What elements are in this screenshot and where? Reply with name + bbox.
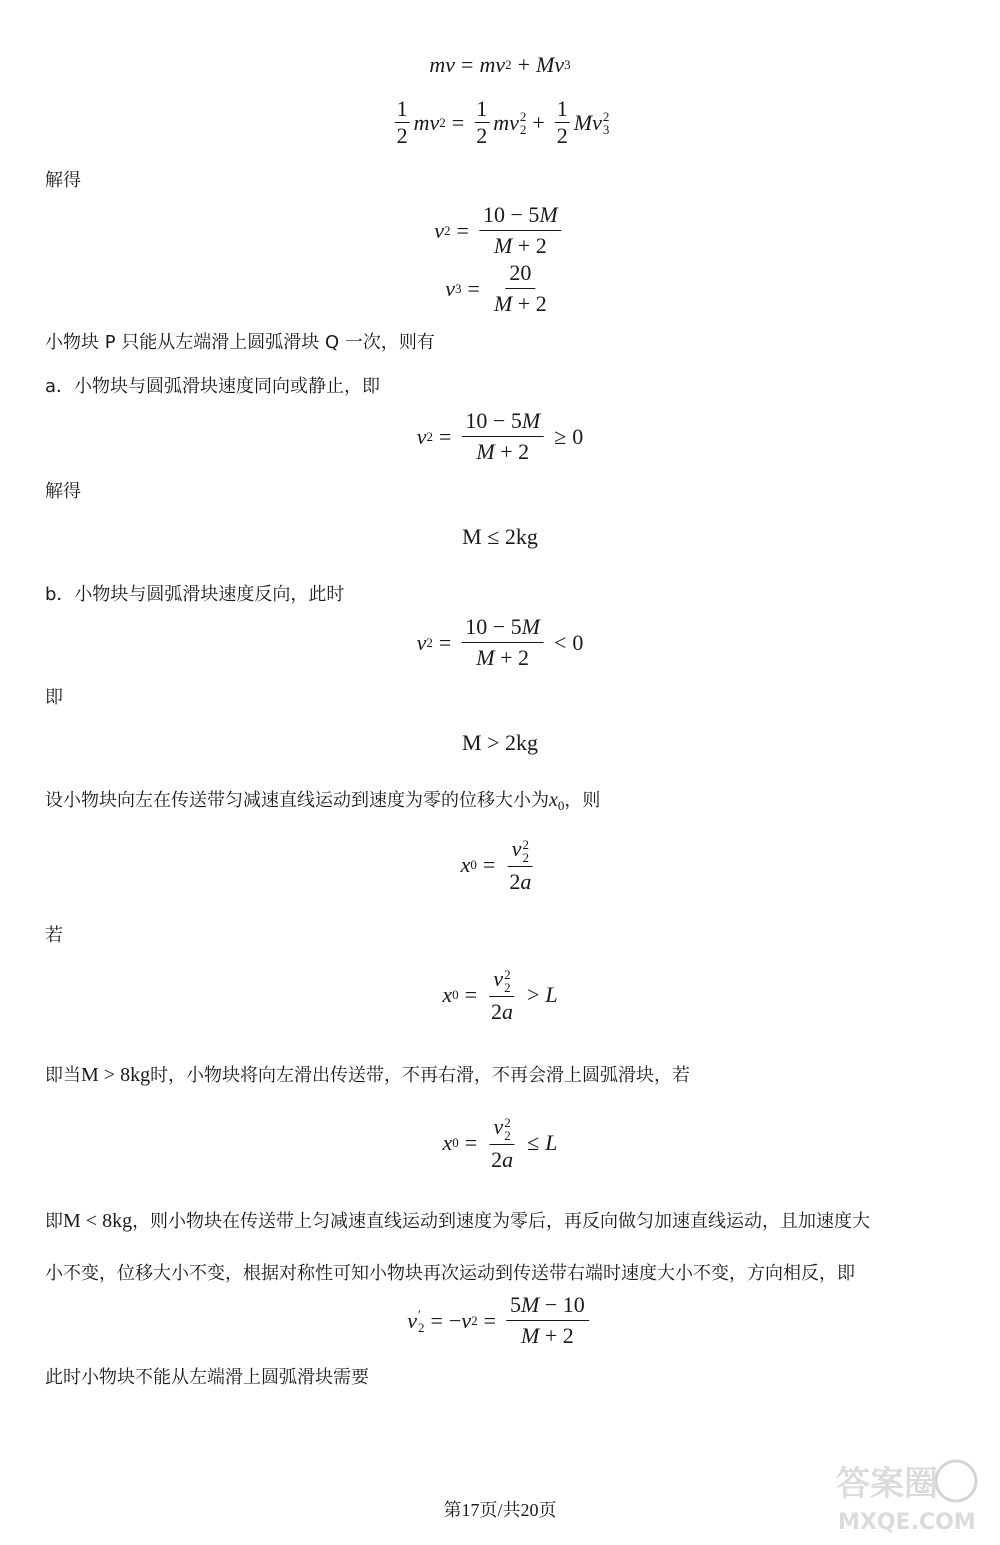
text-case-b: b．小物块与圆弧滑块速度反向，此时 [45,584,345,605]
text-set-x0-suffix: ，则 [564,790,601,811]
text-ji-1: 即 [45,687,63,708]
equation-v2-lt-0: v 2 = $\frac{10 - 5M}{M + 2}$ < 0 [416,614,584,670]
text-ji-prefix: 即 [45,1211,63,1232]
watermark-brand: 答案圈 [836,1464,938,1504]
text-when-cond: M > 8kg [81,1064,151,1086]
text-when-suffix: 时，小物块将向左滑出传送带，不再右滑，不再会滑上圆弧滑块，若 [150,1065,691,1086]
equation-m-gt-2kg: M > 2kg [462,730,538,755]
equation-v2-prime: v ′ 2 = − v 2 = $\frac{5M - 10}{M + 2}$ [407,1292,593,1349]
watermark-logo [828,1455,988,1540]
equation-x0: x 0 = v 2 2 2a [460,836,532,894]
symbol-x0: $x_0$ [549,789,565,813]
text-case-a: a．小物块与圆弧滑块速度同向或静止，即 [45,376,381,397]
equation-x0-le-l: x 0 = v 2 2 2a ≤ L [442,1114,558,1172]
watermark-domain: MXQE.COM [838,1510,976,1535]
text-set-x0 [45,786,600,814]
text-jiede-2: 解得 [45,481,81,502]
page-number: 第17页/共20页 [443,1500,557,1520]
watermark-graphic [828,1455,988,1540]
equation-v3: v 3 = $\frac{20}{M + 2}$ [445,260,547,316]
text-ji-cond: M < 8kg [63,1210,133,1232]
text-when-prefix: 即当 [45,1065,81,1086]
equation-energy: $\frac{1}{2}$ mv 2 = $\frac{1}{2}$ mv 2 2 + $\frac{1}{2}$ Mv 2 3 [396,96,610,148]
text-last-line: 此时小物块不能从左端滑上圆弧滑块需要 [45,1367,369,1388]
equation-m-le-2kg: M ≤ 2kg [462,524,538,549]
text-set-x0-prefix: 设小物块向左在传送带匀减速直线运动到速度为零的位移大小为 [45,790,549,811]
equation-x0-gt-l: x 0 = v 2 2 2a > L [442,966,558,1024]
equation-v2-ge-0: v 2 = $\frac{10 - 5M}{M + 2}$ ≥ 0 [416,408,584,464]
equation-momentum: mv = mv 2 + Mv 3 [429,52,571,77]
text-ji-suffix: ，则小物块在传送带上匀减速直线运动到速度为零后，再反向做匀加速直线运动，且加速度大 [132,1211,871,1232]
text-ruo: 若 [45,925,63,946]
text-cont-line: 小不变，位移大小不变，根据对称性可知小物块再次运动到传送带右端时速度大小不变，方向相反，即 [45,1263,855,1284]
text-ji-m-lt-8 [45,1207,870,1233]
text-p-only-once: 小物块 P 只能从左端滑上圆弧滑块 Q 一次，则有 [45,332,435,353]
text-jiede-1: 解得 [45,170,81,191]
text-when-m-gt-8 [45,1061,690,1087]
equation-v2: v 2 = $\frac{10 - 5M}{M + 2}$ [434,202,565,259]
